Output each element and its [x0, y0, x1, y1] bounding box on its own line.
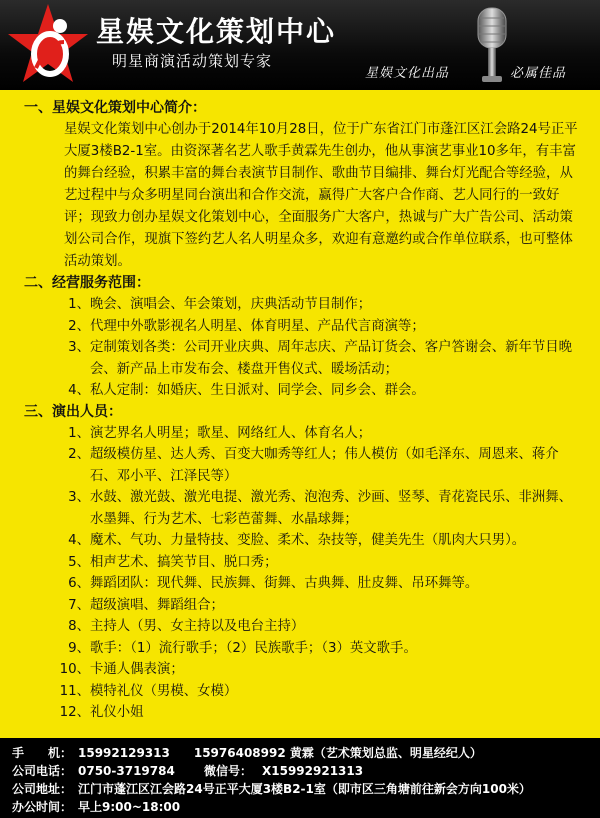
- list-item: 4、 魔术、气功、力量特技、变脸、柔术、杂技等，健美先生（肌肉大只男）。: [68, 533, 526, 548]
- address-row: [12, 780, 531, 797]
- list-item: 2、 超级模仿星、达人秀、百变大咖秀等红人；伟人模仿（如毛泽东、周恩来、蒋介石、邓小平、江泽民等）: [68, 447, 559, 484]
- section-title-intro: 一、星娱文化策划中心简介：: [24, 100, 206, 116]
- list-item: 11、 模特礼仪（男模、女模）: [59, 683, 238, 699]
- address-label: 公司地址：: [12, 782, 73, 796]
- wechat-value: X15992921313: [262, 764, 364, 778]
- list-item: 3、 水鼓、激光鼓、激光电提、激光秀、泡泡秀、沙画、竖琴、青花瓷民乐、非洲舞、水墨舞、行为艺术、七彩芭蕾舞、水晶球舞；: [68, 490, 573, 527]
- intro-paragraph: [64, 119, 578, 273]
- address-value: 江门市蓬江区江会路24号正平大厦3楼B2-1室（即市区三角塘前往新会方向100米）: [78, 782, 531, 796]
- list-item: 12、 礼仪小姐: [59, 705, 144, 720]
- list-item: 3、 定制策划各类：公司开业庆典、周年志庆、产品订货会、客户答谢会、新年节目晚会、新产品上市发布会、楼盘开售仪式、暖场活动；: [68, 340, 573, 377]
- list-item: 5、 相声艺术、搞笑节目、脱口秀；: [68, 554, 278, 570]
- list-item: 8、 主持人（男、女主持以及电台主持）: [68, 619, 305, 634]
- section-title-performers: 三、演出人员：: [24, 403, 122, 420]
- list-item: 2、 代理中外歌影视名人明星、体育明星、产品代言商演等；: [68, 318, 425, 334]
- list-item: 1、 晚会、演唱会、年会策划，庆典活动节目制作；: [68, 297, 372, 312]
- list-item: 7、 超级演唱、舞蹈组合；: [68, 597, 224, 613]
- mobile-value: 15992129313 15976408992 黄霖（艺术策划总监、明星经纪人）: [78, 746, 482, 760]
- contact-footer: [0, 738, 600, 818]
- mobile-label: 手 机：: [12, 746, 73, 760]
- star-logo-icon: [8, 2, 88, 86]
- list-item: 9、 歌手：（1）流行歌手；（2）民族歌手；（3）英文歌手。: [68, 640, 417, 656]
- wechat-label: 微信号：: [204, 764, 253, 778]
- header-banner: [0, 0, 600, 90]
- list-item: 4、 私人定制：如婚庆、生日派对、同学会、同乡会、群会。: [68, 383, 425, 398]
- hours-label: 办公时间：: [12, 800, 73, 814]
- phone-label: 公司电话：: [12, 764, 73, 778]
- list-item: 1、 演艺界名人明星；歌星、网络红人、体育名人；: [68, 425, 372, 441]
- services-list: [0, 294, 600, 402]
- content-panel: [0, 90, 600, 738]
- list-item: 6、 舞蹈团队：现代舞、民族舞、街舞、古典舞、肚皮舞、吊环舞等。: [68, 576, 479, 591]
- intro-text: 星娱文化策划中心创办于2014年10月28日，位于广东省江门市蓬江区江会路24号正平大厦3楼B2-1室。由资深著名艺人歌手黄霖先生创办，他从事演艺事业10多年，有丰富的舞台经验，积累丰富的舞台表演节目制作、歌曲节目编排、舞台灯光配合等经验，从艺过程中与众多明星同台演出和合作交流，赢得广大客户合作商、艺人同行的一致好评；现致力创办星娱文化策划中心，全面服务广大客户，热诚与广大广告公司、活动策划公司合作，现旗下签约艺人名人明星众多，欢迎有意邀约或合作单位联系，也可整体活动策划。: [64, 122, 578, 269]
- phone-row: [12, 762, 363, 779]
- brand-subtitle: 明星商演活动策划专家: [112, 52, 273, 70]
- hours-row: [12, 798, 180, 815]
- hours-value: 早上9:00~18:00: [78, 800, 181, 814]
- slogan-right: 必属佳品: [510, 66, 567, 81]
- slogan-left: 星娱文化出品: [365, 66, 450, 81]
- section-title-services: 二、经营服务范围：: [24, 275, 150, 291]
- performers-list: [0, 423, 600, 724]
- mobile-row: [12, 744, 482, 761]
- list-item: 10、 卡通人偶表演；: [59, 662, 184, 677]
- brand-title: 星娱文化策划中心: [96, 15, 337, 48]
- phone-value: 0750-3719784: [78, 764, 175, 778]
- microphone-icon: [470, 4, 514, 84]
